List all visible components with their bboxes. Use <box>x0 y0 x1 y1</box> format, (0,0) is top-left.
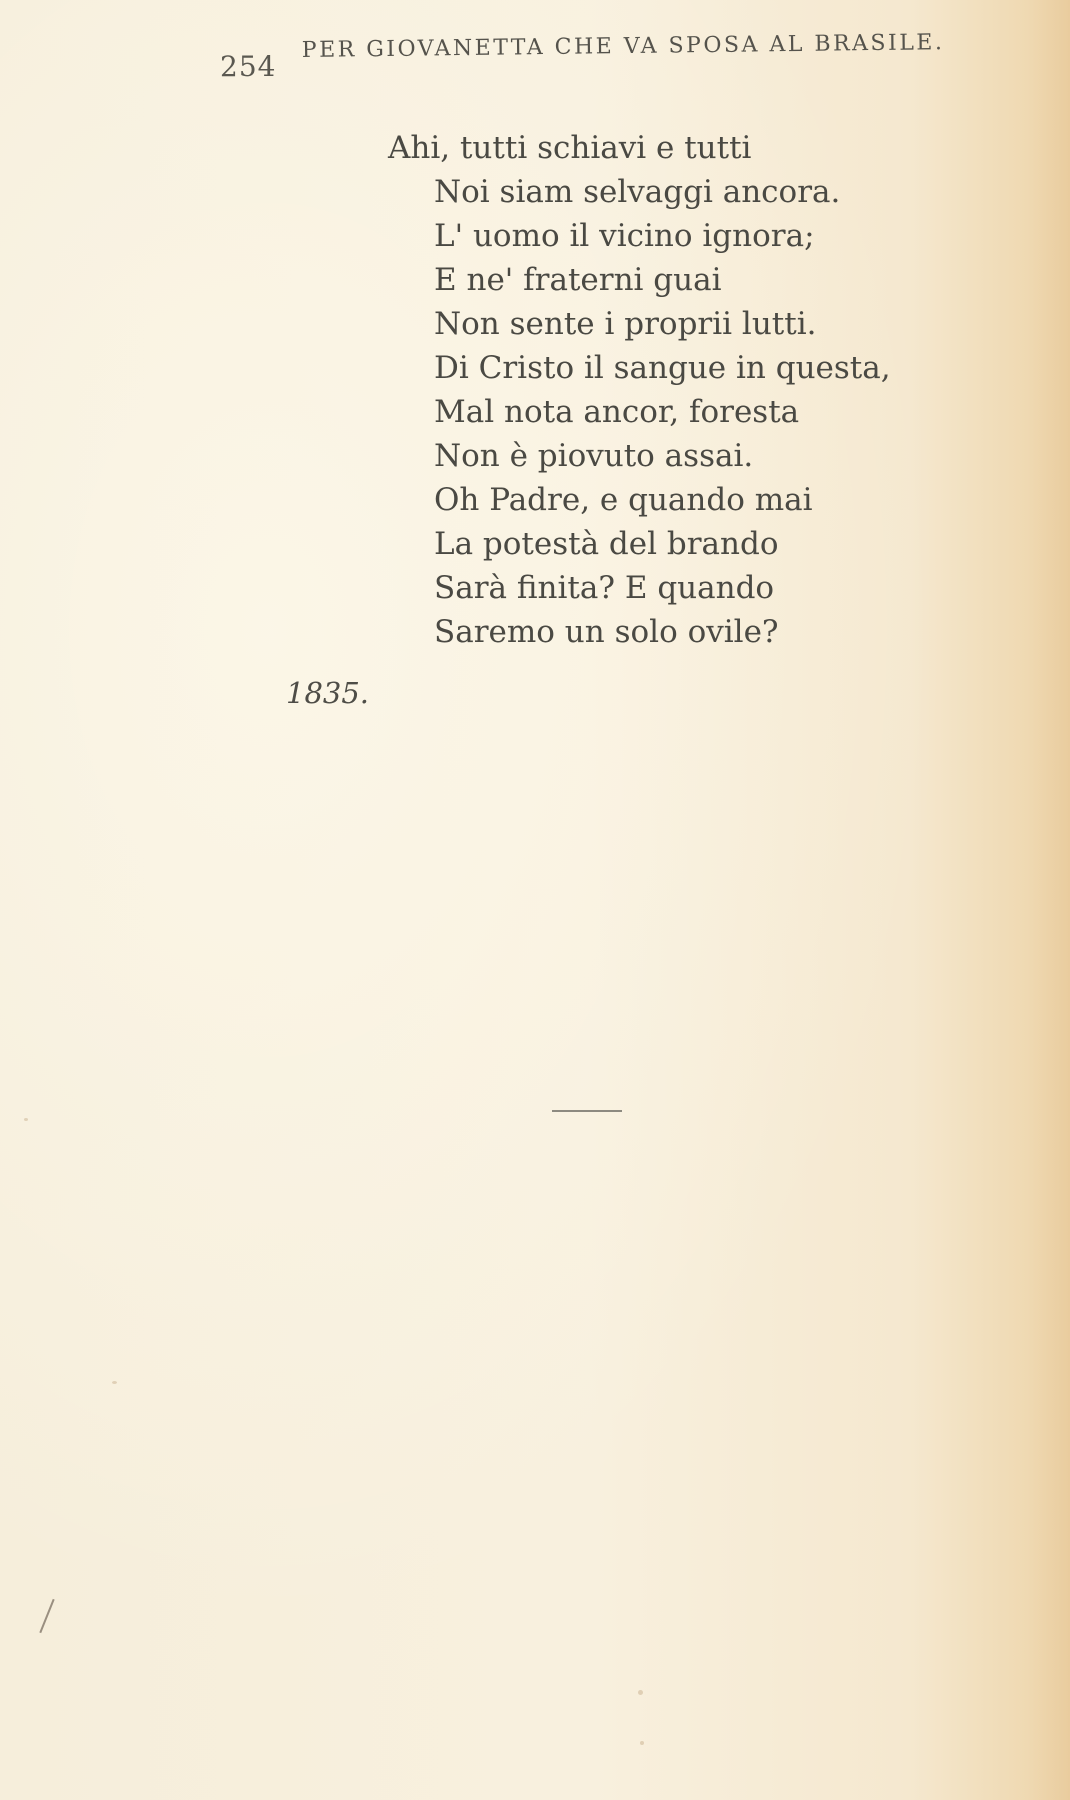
poem-line: Sarà finita? E quando <box>434 570 775 606</box>
paper-speck <box>24 1118 28 1121</box>
poem-line: E ne' fraterni guai <box>434 262 722 298</box>
poem-line: Noi siam selvaggi ancora. <box>434 174 841 210</box>
poem-line: La potestà del brando <box>434 526 779 562</box>
poem-line: Ahi, tutti schiavi e tutti <box>388 130 752 166</box>
running-title: PER GIOVANETTA CHE VA SPOSA AL BRASILE. <box>301 30 945 63</box>
paper-speck <box>112 1381 117 1384</box>
page-number: 254 <box>220 50 277 83</box>
paper-speck <box>640 1741 644 1745</box>
running-head <box>220 30 945 86</box>
pencil-mark <box>39 1599 54 1633</box>
poem-date: 1835. <box>286 676 370 710</box>
paper-speck <box>638 1690 643 1695</box>
poem-line: Oh Padre, e quando mai <box>434 482 813 518</box>
section-divider <box>552 1110 622 1112</box>
poem-line: Saremo un solo ovile? <box>434 614 779 650</box>
poem-line: Non è piovuto assai. <box>434 438 754 474</box>
poem-line: L' uomo il vicino ignora; <box>434 218 815 254</box>
poem-line: Di Cristo il sangue in questa, <box>434 350 891 386</box>
poem-line: Non sente i proprii lutti. <box>434 306 817 342</box>
poem-stanza <box>388 126 948 654</box>
poem-line: Mal nota ancor, foresta <box>434 394 800 430</box>
